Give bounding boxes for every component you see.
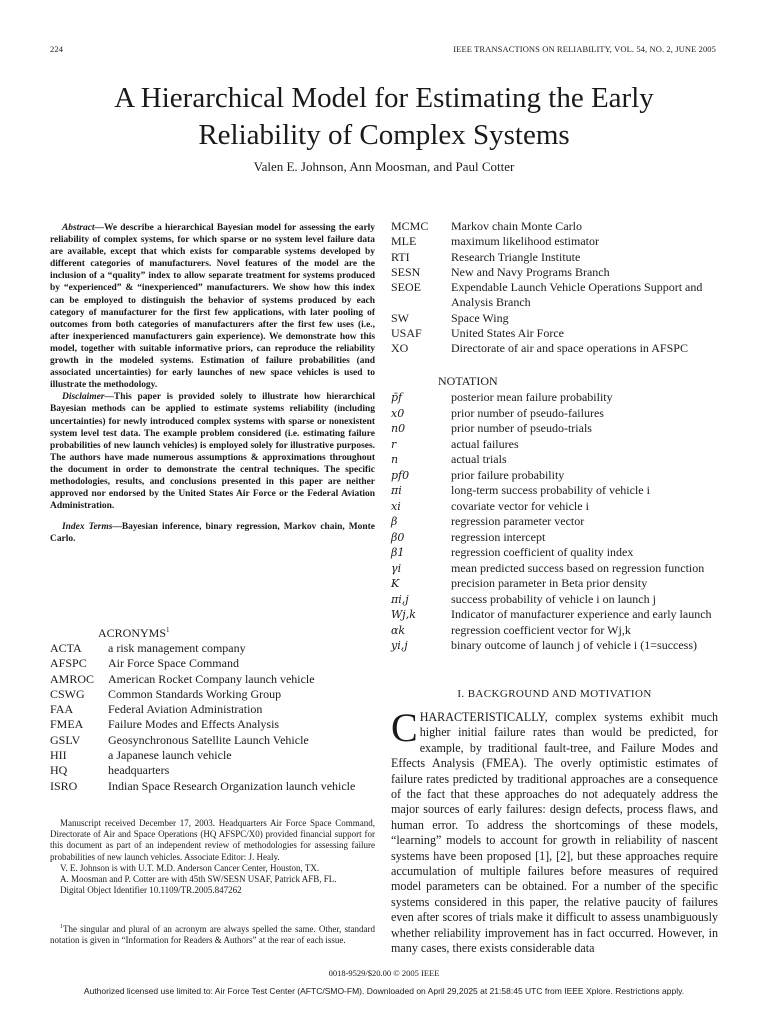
- notation-symbol-row: [391, 514, 718, 530]
- acronym-abbr-row: [50, 641, 355, 656]
- acronyms-heading-wrap: [50, 626, 330, 641]
- notation-meaning: mean predicted success based on regression function: [451, 560, 705, 575]
- acronym-meaning: Common Standards Working Group: [108, 686, 282, 701]
- section-heading: I. BACKGROUND AND MOTIVATION: [457, 688, 652, 700]
- notation-symbol-row: [391, 390, 718, 406]
- notation-symbol-row: [391, 452, 718, 468]
- notation-symbol-row: [391, 468, 718, 484]
- notation-symbol-row: [391, 592, 718, 608]
- notation-meaning: prior failure probability: [451, 467, 565, 482]
- disclaimer-paragraph: [50, 391, 375, 512]
- acronym-meaning: Research Triangle Institute: [451, 249, 581, 264]
- disclaimer-label: Disclaimer—: [62, 392, 114, 403]
- acronym-abbr-row: [391, 311, 718, 326]
- footnote-text: The singular and plural of an acronym are always spelled the same. Other, standard notation is given in “Information for Readers & Authors” at the rear of each issue.: [50, 924, 375, 946]
- abstract-text: We describe a hierarchical Bayesian model for assessing the early reliability of complex systems, for which sparse or no system level failure data are available, except that which exists for comparable systems developed by different categories of manufacturers. Novel features of the model are the inclusion of a “quality” index to allow separate treatment for systems produced by “experienced” & “inexperienced” manufacturers. We show how this index can be employed to distinguish the behavior of systems produced by each category of manufacturer for the first few applications, with later pooling of outcomes from both categories of manufacturers after the first few uses (i.e., after inexperienced manufacturers gain experience). We demonstrate how this model, together with suitable informative priors, can reproduce the reliability growth in the modeled systems. Estimation of failure probabilities (and associated uncertainties) for early launches of new space vehicles is used to illustrate the methodology.: [50, 223, 375, 391]
- acronym-abbr-row: [391, 250, 718, 265]
- notation-symbol-row: [391, 437, 718, 453]
- acronym-abbr: GSLV: [50, 732, 81, 747]
- acronym-meaning: American Rocket Company launch vehicle: [108, 671, 315, 686]
- notation-symbol: n0: [391, 422, 406, 435]
- acronym-abbr: RTI: [391, 249, 410, 264]
- notation-meaning: posterior mean failure probability: [451, 390, 613, 404]
- notation-meaning: covariate vector for vehicle i: [451, 498, 589, 513]
- notation-symbol: β: [391, 515, 398, 528]
- notation-meaning: actual failures: [451, 436, 519, 451]
- acronym-meaning: Indian Space Research Organization launch vehicle: [108, 778, 356, 793]
- acronym-meaning: a risk management company: [108, 641, 246, 655]
- acronym-abbr: SW: [391, 310, 409, 325]
- acronym-abbr-row: [391, 326, 718, 341]
- notation-symbol-row: [391, 530, 718, 546]
- notation-meaning: prior number of pseudo-trials: [451, 421, 592, 435]
- acronym-meaning: maximum likelihood estimator: [451, 234, 599, 249]
- acronyms-heading: ACRONYMS$^1$: [98, 626, 170, 640]
- page-number: 224: [50, 44, 64, 54]
- acronym-abbr: FMEA: [50, 717, 84, 732]
- acronym-abbr-row: [391, 234, 718, 249]
- acronym-meaning: United States Air Force: [451, 326, 564, 341]
- notation-symbol-row: [391, 607, 718, 623]
- index-terms: [50, 521, 375, 545]
- acronym-meaning: Geosynchronous Satellite Launch Vehicle: [108, 732, 309, 747]
- acronym-abbr-row: [50, 717, 355, 732]
- acronym-abbr-row: [50, 687, 355, 702]
- notation-heading: NOTATION: [438, 374, 498, 388]
- license-notice: Authorized licensed use limited to: Air Force Test Center (AFTC/SMO-FM). Downloaded on April 29,2025 at 21:58:45 UTC from IEEE Xplore. Restrictions apply.: [83, 986, 685, 996]
- notation-meaning: prior number of pseudo-failures: [451, 405, 604, 420]
- abstract-paragraph: [50, 222, 375, 391]
- notation-meaning: binary outcome of launch j of vehicle i (1=success): [451, 638, 698, 652]
- acronym-meaning: Failure Modes and Effects Analysis: [108, 717, 280, 732]
- notation-heading-wrap: [391, 374, 718, 389]
- notation-meaning: success probability of vehicle i on launch j: [451, 591, 656, 606]
- acronym-meaning: Space Wing: [451, 310, 509, 325]
- copyright: 0018-9529/$20.00 © 2005 IEEE: [328, 968, 440, 978]
- acronym-meaning: Air Force Space Command: [108, 656, 239, 671]
- disclaimer-text: This paper is provided solely to illustrate how hierarchical Bayesian methods can be applied to estimate systems reliability (including uncertainties) for newly introduced complex systems with sparse or nonexistent system level test data. The example problem considered (i.e. estimating failure probabilities of new launch vehicles) is employed solely for illustrative purposes. The authors have made numerous assumptions & approximations throughout the document in order to demonstrate the central techniques. The specific methodologies, results, and conclusions presented in this paper are neither approved nor endorsed by the United States Air Force or the Federal Aviation Administration.: [50, 392, 375, 512]
- section-body-text: HARACTERISTICALLY, complex systems exhibit much higher initial failure rates than would be predicted, for example, by traditional fault-tree, and Failure Modes and Effects Analysis (FMEA). The overly optimistic estimates of failure rates predicted by traditional approaches are a consequence of the fact that these approaches do not adequately address the major sources of early failures: design defects, process flaws, and human error. To address the shortcomings of these models, “learning” models to account for growth in reliability of nascent systems have been proposed [1], [2], but these approaches require accumulation of multiple failures before measures of required model parameters can be obtained. For a number of the specific systems considered in this paper, the relative paucity of failures even after scores of trials make it difficult to assess unambiguously whether reliability improvement has in fact occurred. However, in many cases, there exists considerable data: [391, 710, 718, 956]
- acronym-meaning: Expendable Launch Vehicle Operations Support and Analysis Branch: [451, 280, 703, 310]
- acronym-abbr: CSWG: [50, 686, 85, 701]
- notation-symbol: x0: [391, 406, 405, 420]
- acronym-abbr-row: [50, 733, 355, 748]
- acronym-abbr-row: [50, 748, 355, 763]
- notation-meaning: precision parameter in Beta prior density: [451, 576, 648, 590]
- acronyms-left-list: [50, 641, 375, 794]
- notation-symbol: β0: [391, 530, 405, 544]
- acronym-meaning: New and Navy Programs Branch: [451, 264, 610, 279]
- notation-symbol-row: [391, 623, 718, 639]
- acronym-abbr: HQ: [50, 763, 68, 778]
- authors: Valen E. Johnson, Ann Moosman, and Paul Cotter: [253, 159, 515, 174]
- notation-meaning: actual trials: [451, 452, 507, 466]
- acronym-abbr: MLE: [391, 234, 417, 249]
- notation-symbol: yi,j: [391, 639, 408, 652]
- notation-symbol: pf0: [391, 468, 410, 482]
- footnote-mark: 1: [60, 924, 63, 930]
- notation-meaning: Indicator of manufacturer experience and early launch: [451, 607, 712, 621]
- notation-symbol-row: [391, 406, 718, 422]
- acronym-meaning: Federal Aviation Administration: [108, 702, 263, 717]
- notation-symbol-row: [391, 499, 718, 515]
- notation-list: [391, 390, 718, 654]
- acronym-abbr-row: [50, 779, 355, 794]
- acronym-abbr-row: [391, 219, 718, 234]
- paper-title: [40, 80, 728, 154]
- acronyms-right-list: [391, 219, 718, 357]
- acronym-abbr: MCMC: [391, 219, 429, 233]
- acronyms-footnote-mark: 1: [166, 626, 170, 634]
- acronym-meaning: headquarters: [108, 763, 170, 778]
- notation-symbol: xi: [391, 499, 401, 513]
- acronym-abbr: SEOE: [391, 280, 421, 295]
- notation-symbol-row: [391, 561, 718, 577]
- notation-symbol-row: [391, 576, 718, 592]
- acronym-meaning: Directorate of air and space operations in AFSPC: [451, 341, 688, 356]
- notation-symbol: p̄f: [391, 391, 403, 404]
- acronym-abbr: SESN: [391, 264, 421, 279]
- journal-header: IEEE TRANSACTIONS ON RELIABILITY, VOL. 54, NO. 2, JUNE 2005: [453, 44, 716, 54]
- acronym-meaning: a Japanese launch vehicle: [108, 748, 232, 763]
- acronym-abbr: ISRO: [50, 778, 78, 793]
- acronym-abbr: AFSPC: [50, 656, 87, 671]
- affiliation-moosman-cotter: A. Moosman and P. Cotter are with 45th SW/SESN USAF, Patrick AFB, FL.: [60, 874, 337, 885]
- notation-meaning: regression coefficient of quality index: [451, 545, 634, 559]
- title-line-1: A Hierarchical Model for Estimating the Early: [114, 82, 654, 114]
- acronym-abbr: USAF: [391, 326, 422, 341]
- drop-cap: C: [391, 705, 418, 750]
- abstract-block: [50, 222, 375, 545]
- manuscript-received: Manuscript received December 17, 2003. Headquarters Air Force Space Command, Directorate of Air and Space Operations (HQ AFSPC/X0) provided financial support for this document as part of an independent review of methodologies for assessing failure probabilities of new launch vehicles. Associate Editor: J. Healy.: [50, 818, 375, 862]
- notation-symbol-row: [391, 421, 718, 437]
- notation-symbol: β1: [391, 546, 405, 559]
- notation-symbol: K: [391, 577, 400, 590]
- title-line-2: Reliability of Complex Systems: [198, 119, 570, 151]
- notation-symbol: n: [391, 453, 399, 466]
- acronym-meaning: Markov chain Monte Carlo: [451, 219, 582, 233]
- footnote-1: [50, 922, 375, 946]
- notation-meaning: regression intercept: [451, 529, 546, 544]
- acronym-abbr-row: [50, 763, 355, 778]
- acronym-abbr-row: [50, 656, 355, 671]
- notation-symbol-row: [391, 483, 718, 499]
- index-terms-text: Bayesian inference, binary regression, Markov chain, Monte Carlo.: [50, 522, 375, 545]
- acronym-abbr: AMROC: [50, 671, 95, 686]
- acronym-abbr: FAA: [50, 702, 74, 717]
- notation-symbol-row: [391, 545, 718, 561]
- notation-symbol: πi: [391, 484, 402, 497]
- notation-symbol: αk: [391, 623, 406, 637]
- acronym-abbr-row: [50, 672, 355, 687]
- notation-symbol: Wj,k: [391, 608, 416, 621]
- affiliation-johnson: V. E. Johnson is with U.T. M.D. Anderson Cancer Center, Houston, TX.: [60, 862, 320, 873]
- notation-symbol: r: [391, 437, 397, 451]
- manuscript-note: [50, 818, 375, 896]
- acronym-abbr-row: [391, 280, 718, 311]
- acronym-abbr-row: [391, 341, 718, 356]
- acronym-abbr: HII: [50, 748, 67, 763]
- abstract-label: Abstract—: [62, 223, 104, 233]
- doi: Digital Object Identifier 10.1109/TR.2005.847262: [60, 885, 242, 896]
- notation-symbol-row: [391, 638, 718, 654]
- notation-meaning: regression parameter vector: [451, 514, 585, 528]
- acronym-abbr-row: [391, 265, 718, 280]
- notation-symbol: γi: [391, 561, 402, 575]
- index-terms-label: Index Terms—: [62, 522, 122, 533]
- notation-meaning: long-term success probability of vehicle i: [451, 483, 650, 497]
- notation-meaning: regression coefficient vector for Wj,k: [451, 622, 631, 637]
- acronym-abbr: XO: [391, 341, 409, 356]
- section-body: [391, 705, 718, 957]
- notation-symbol: πi,j: [391, 592, 409, 606]
- acronym-abbr: ACTA: [50, 641, 82, 655]
- acronym-abbr-row: [50, 702, 355, 717]
